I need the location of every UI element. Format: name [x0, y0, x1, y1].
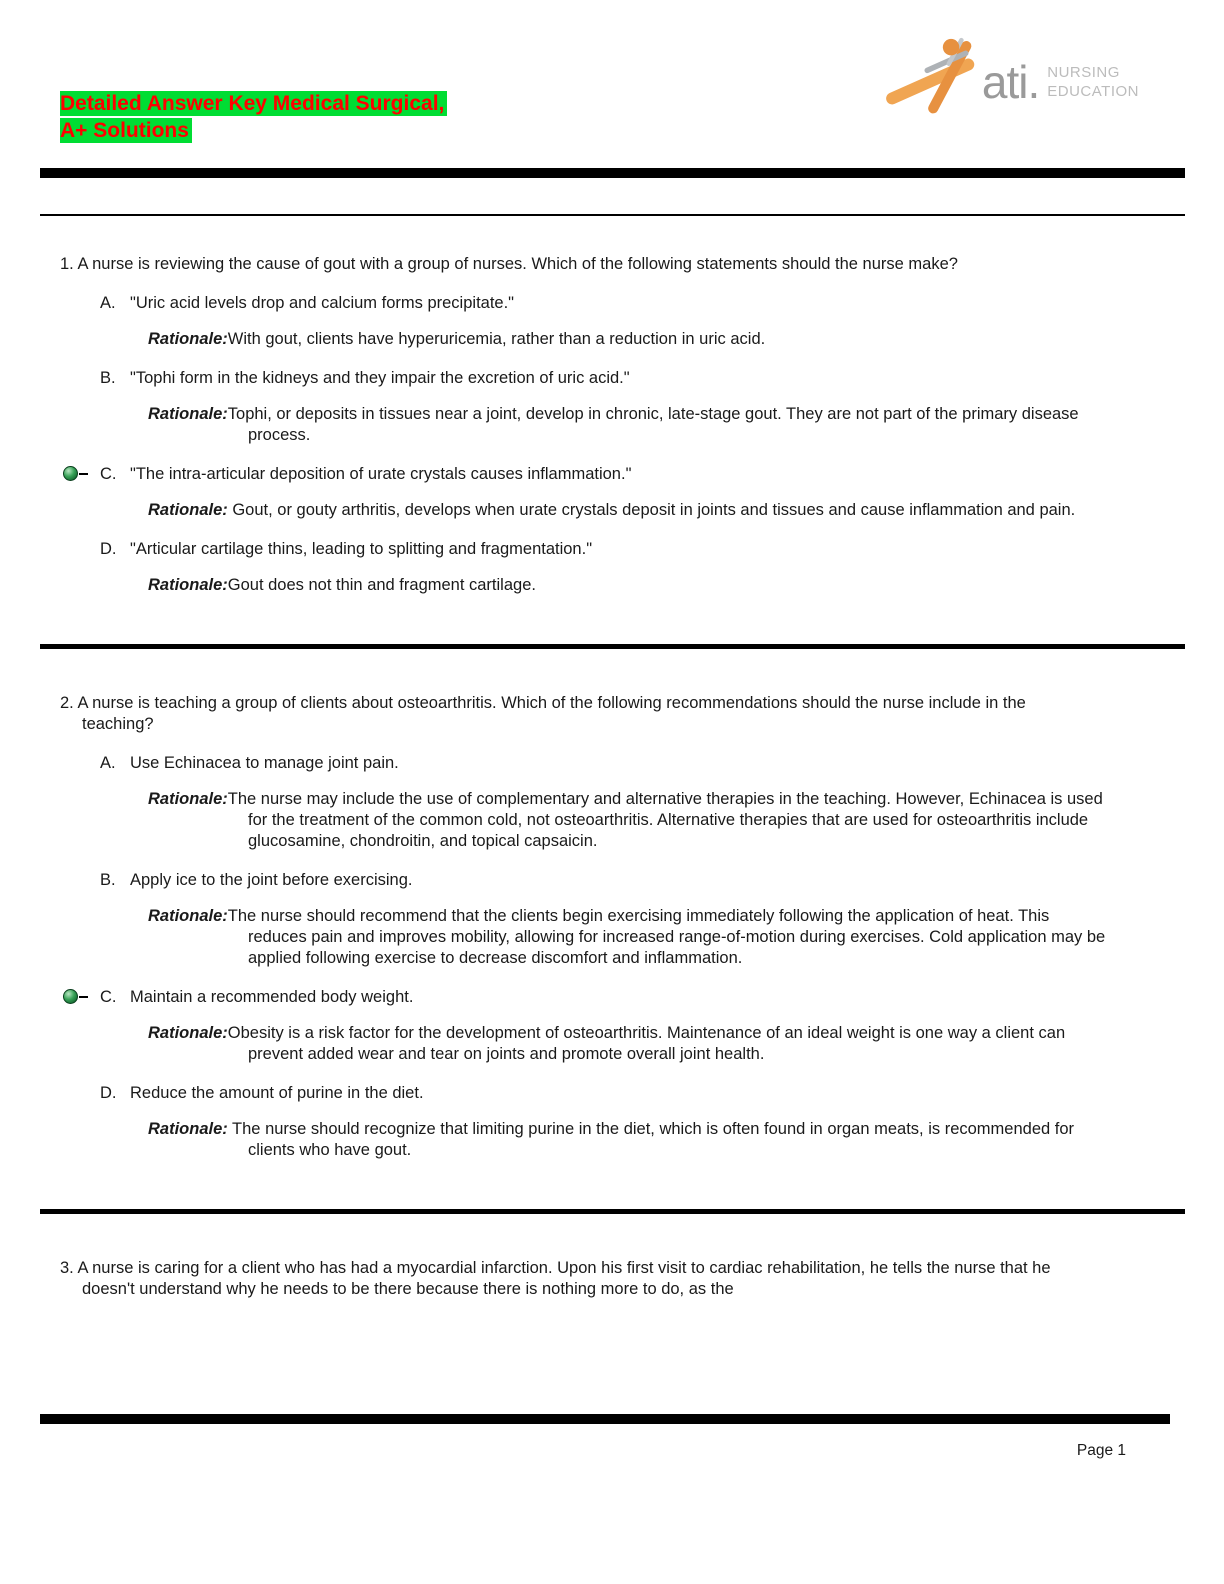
section-separator	[40, 644, 1185, 649]
document-title-line1: Detailed Answer Key Medical Surgical,	[60, 91, 447, 116]
rationale-label: Rationale:	[148, 1120, 228, 1138]
rationale-label: Rationale:	[148, 576, 228, 594]
rationale-label: Rationale:	[148, 1024, 228, 1042]
rationale-label: Rationale:	[148, 405, 228, 423]
green-dot-icon	[63, 989, 78, 1004]
rationale-text: The nurse may include the use of complementary and alternative therapies in the teaching. However, Echinacea is used for the treatment of the common cold, not osteoarthritis. Alternative therapies that are used for osteoarthritis include glucosamine, chondroitin, and topical capsaicin.	[227, 790, 1103, 850]
rationale-text: Gout, or gouty arthritis, develops when urate crystals deposit in joints and tissues and cause inflammation and pain.	[227, 501, 1076, 519]
rationale-label: Rationale:	[148, 330, 228, 348]
answer-option-a	[100, 293, 1110, 314]
rationale	[148, 1119, 1108, 1161]
answer-option-b	[100, 870, 1110, 891]
rationale-text: Gout does not thin and fragment cartilage.	[227, 576, 536, 594]
question-text	[60, 1258, 1080, 1300]
ati-tagline-line2: EDUCATION	[1047, 83, 1139, 100]
rationale	[148, 329, 1108, 350]
top-thick-rule	[40, 168, 1185, 178]
option-letter: A.	[100, 294, 116, 312]
rationale	[148, 789, 1108, 852]
question-stem: A nurse is caring for a client who has had a myocardial infarction. Upon his first visit to cardiac rehabilitation, he tells the nurse that he doesn't understand why he needs to be there because there is nothing more to do, as the	[77, 1259, 1051, 1298]
question-1	[60, 254, 1169, 596]
option-text: Reduce the amount of purine in the diet.	[130, 1084, 424, 1102]
rationale-text: Tophi, or deposits in tissues near a joint, develop in chronic, late-stage gout. They are not part of the primary disease process.	[227, 405, 1079, 444]
ati-figure-icon	[886, 30, 996, 134]
document-title-line2: A+ Solutions	[60, 118, 192, 143]
rationale-text: The nurse should recommend that the clients begin exercising immediately following the application of heat. This reduces pain and improves mobility, allowing for increased range-of-motion during exercises. Cold application may be applied following exercise to decrease discomfort and inflammation.	[227, 907, 1106, 967]
rationale-text: With gout, clients have hyperuricemia, rather than a reduction in uric acid.	[227, 330, 766, 348]
rationale	[148, 575, 1108, 596]
question-number: 3.	[60, 1259, 74, 1277]
question-2	[60, 693, 1169, 1161]
rationale-label: Rationale:	[148, 790, 228, 808]
rationale-label: Rationale:	[148, 501, 228, 519]
option-text: Apply ice to the joint before exercising.	[130, 871, 413, 889]
rationale	[148, 906, 1108, 969]
section-separator	[40, 1209, 1185, 1214]
answer-option-c-correct	[100, 987, 1110, 1008]
option-text: "Tophi form in the kidneys and they impair the excretion of uric acid."	[130, 369, 630, 387]
option-text: "Articular cartilage thins, leading to splitting and fragmentation."	[130, 540, 593, 558]
option-text: Maintain a recommended body weight.	[130, 988, 414, 1006]
option-letter: D.	[100, 540, 117, 558]
question-number: 1.	[60, 255, 74, 273]
answer-option-c-correct	[100, 464, 1110, 485]
ati-tagline-line1: NURSING	[1047, 64, 1120, 81]
option-text: Use Echinacea to manage joint pain.	[130, 754, 399, 772]
option-letter: B.	[100, 871, 116, 889]
rationale-text: Obesity is a risk factor for the development of osteoarthritis. Maintenance of an ideal weight is one way a client can prevent added wear and tear on joints and promote overall joint health.	[227, 1024, 1066, 1063]
option-letter: D.	[100, 1084, 117, 1102]
marker-dash	[79, 473, 88, 475]
footer-bar	[40, 1414, 1170, 1424]
rationale-label: Rationale:	[148, 907, 228, 925]
rationale	[148, 1023, 1108, 1065]
option-letter: C.	[100, 465, 117, 483]
option-letter: A.	[100, 754, 116, 772]
ati-brand-text: ati.	[981, 55, 1040, 108]
question-stem: A nurse is teaching a group of clients about osteoarthritis. Which of the following recommendations should the nurse include in the teaching?	[77, 694, 1026, 733]
question-text	[60, 693, 1080, 735]
correct-answer-icon	[63, 989, 88, 1004]
answer-option-d	[100, 539, 1110, 560]
marker-dash	[79, 996, 88, 998]
rationale	[148, 404, 1108, 446]
answer-option-d	[100, 1083, 1110, 1104]
option-letter: C.	[100, 988, 117, 1006]
rationale	[148, 500, 1108, 521]
green-dot-icon	[63, 466, 78, 481]
question-text	[60, 254, 1080, 275]
question-3	[60, 1258, 1169, 1300]
ati-logo	[886, 30, 1139, 134]
option-text: "The intra-articular deposition of urate crystals causes inflammation."	[130, 465, 632, 483]
top-thin-rule	[40, 214, 1185, 216]
option-text: "Uric acid levels drop and calcium forms precipitate."	[130, 294, 515, 312]
page-number-label: Page 1	[1076, 1442, 1126, 1459]
rationale-text: The nurse should recognize that limiting purine in the diet, which is often found in organ meats, is recommended for clients who have gout.	[227, 1120, 1075, 1159]
question-stem: A nurse is reviewing the cause of gout with a group of nurses. Which of the following statements should the nurse make?	[77, 255, 958, 273]
answer-option-b	[100, 368, 1110, 389]
correct-answer-icon	[63, 466, 88, 481]
answer-option-a	[100, 753, 1110, 774]
option-letter: B.	[100, 369, 116, 387]
question-number: 2.	[60, 694, 74, 712]
document-header	[60, 0, 1169, 168]
ati-tagline	[1047, 63, 1139, 101]
